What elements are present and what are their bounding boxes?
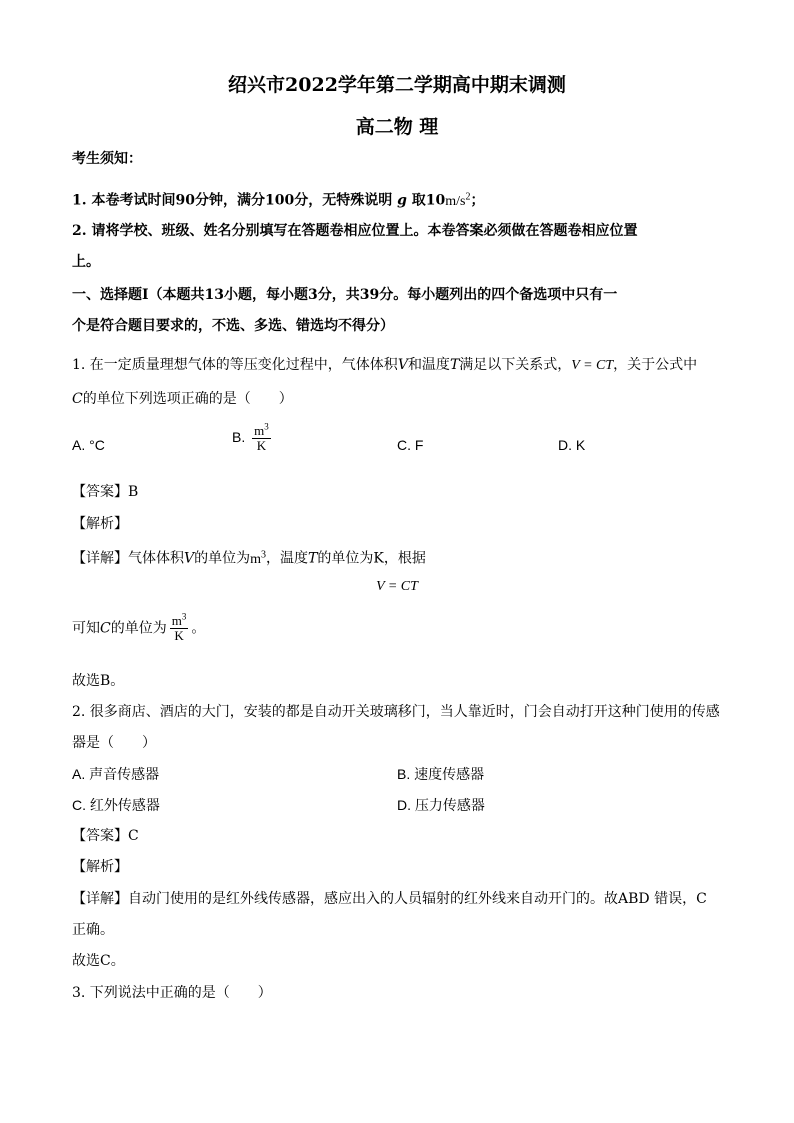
q2-option-d: D. 压力传感器 xyxy=(397,797,485,813)
q1-var-v: V xyxy=(397,357,408,373)
notice-unit-exp: 2 xyxy=(465,191,471,202)
q2-detail-line-2: 正确。 xyxy=(72,922,114,938)
notice-item-1-end: ； xyxy=(470,192,485,209)
q1-formula: V = CT xyxy=(571,358,614,373)
notice-unit xyxy=(445,191,471,209)
notice-item-2-line-2: 上。 xyxy=(72,254,100,270)
q2-stem-line-2: 器是（ ） xyxy=(72,735,156,751)
q1-choose: 故选B。 xyxy=(72,673,125,689)
q2-analysis: 【解析】 xyxy=(72,859,128,875)
notice-item-1 xyxy=(72,187,484,212)
q2-answer: 【答案】C xyxy=(72,828,139,844)
q1-option-b-den: K xyxy=(256,438,267,453)
q1-detail-unit-exp: 3 xyxy=(261,549,267,560)
q1-option-c: C. F xyxy=(397,437,424,453)
q2-option-b: B. 速度传感器 xyxy=(397,766,485,782)
q1-var-c: C xyxy=(72,391,83,407)
q1-answer: 【答案】B xyxy=(72,484,139,500)
notice-g-variable: g xyxy=(397,192,407,209)
q1-stem-text-3: 满足以下关系式， xyxy=(459,357,572,373)
q1-conclusion-exp: 3 xyxy=(181,611,187,622)
q1-detail-text-2: 的单位为 xyxy=(194,550,251,567)
q1-option-b xyxy=(232,421,274,453)
q1-option-d: D. K xyxy=(558,437,586,453)
notice-item-2-line-1: 2. 请将学校、班级、姓名分别填写在答题卷相应位置上。本卷答案必须做在答题卷相应位置 xyxy=(72,223,638,239)
q1-detail-text-4: 的单位为K，根据 xyxy=(317,550,426,567)
q1-detail xyxy=(72,545,426,570)
q1-option-b-exp: 3 xyxy=(264,421,269,432)
notice-item-1-text: 1. 本卷考试时间90分钟，满分100分，无特殊说明 xyxy=(72,192,393,209)
q2-detail-line-1: 【详解】自动门使用的是红外线传感器，感应出入的人员辐射的红外线来自动开门的。故ABD 错误，C xyxy=(72,891,707,907)
notice-unit-base: m/s xyxy=(445,193,466,209)
q1-detail-var-v: V xyxy=(184,550,195,567)
q1-conclusion-end: 。 xyxy=(191,620,206,637)
q1-stem-text-5: 的单位下列选项正确的是（ ） xyxy=(82,391,293,407)
q1-conclusion-var-c: C xyxy=(100,620,111,637)
q1-conclusion-num: m xyxy=(171,613,182,628)
q1-stem-text: 1. 在一定质量理想气体的等压变化过程中，气体体积 xyxy=(72,357,398,373)
q1-analysis: 【解析】 xyxy=(72,516,128,532)
q1-detail-unit xyxy=(250,549,267,567)
notice-item-1-value: 取10 xyxy=(411,192,446,209)
q1-conclusion-text: 可知 xyxy=(72,620,100,637)
q1-formula-display: V = CT xyxy=(376,579,418,594)
q1-stem-line-2 xyxy=(72,389,293,409)
q1-option-b-fraction xyxy=(252,421,271,453)
q1-option-a: A. °C xyxy=(72,437,105,453)
q1-detail-var-t: T xyxy=(308,550,318,567)
q1-conclusion xyxy=(72,611,206,643)
q1-option-b-label: B. xyxy=(232,429,246,446)
page-subtitle: 高二物 理 xyxy=(355,116,439,138)
q1-detail-unit-base: m xyxy=(250,551,262,567)
q1-option-b-num: m xyxy=(254,423,265,438)
q1-stem-text-2: 和温度 xyxy=(407,357,450,373)
section-1-heading-line-1: 一、选择题Ⅰ（本题共13小题，每小题3分，共39分。每小题列出的四个备选项中只有一 xyxy=(72,287,618,303)
q2-choose: 故选C。 xyxy=(72,953,125,969)
notice-heading: 考生须知： xyxy=(72,151,142,167)
q1-var-t: T xyxy=(449,357,460,373)
q2-option-a: A. 声音传感器 xyxy=(72,766,160,782)
q1-conclusion-den: K xyxy=(174,628,184,643)
q1-conclusion-text-2: 的单位为 xyxy=(110,620,167,637)
q1-stem-text-4: ，关于公式中 xyxy=(613,357,698,373)
page-title: 绍兴市2022学年第二学期高中期末调测 xyxy=(228,74,566,96)
q2-option-c: C. 红外传感器 xyxy=(72,797,160,813)
section-1-heading-line-2: 个是符合题目要求的，不选、多选、错选均不得分） xyxy=(72,318,394,334)
q1-detail-text-3: ，温度 xyxy=(266,550,309,567)
q3-stem-line-1: 3. 下列说法中正确的是（ ） xyxy=(72,985,272,1001)
q2-stem-line-1: 2. 很多商店、酒店的大门，安装的都是自动开关玻璃移门，当人靠近时，门会自动打开这种门使用的传感 xyxy=(72,704,720,720)
q1-detail-text: 【详解】气体体积 xyxy=(72,550,184,567)
q1-stem-line-1 xyxy=(72,355,697,376)
q1-conclusion-fraction xyxy=(170,611,189,643)
